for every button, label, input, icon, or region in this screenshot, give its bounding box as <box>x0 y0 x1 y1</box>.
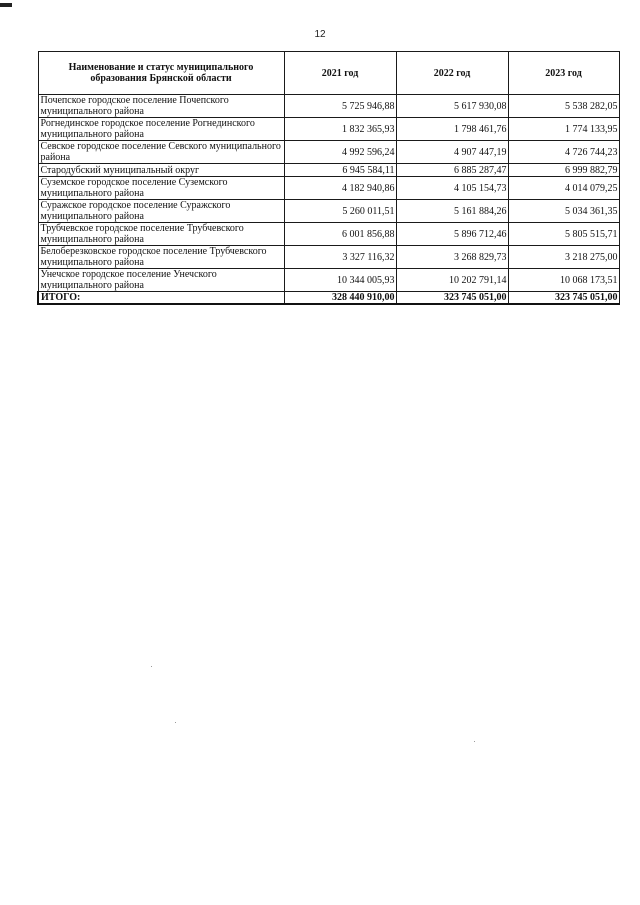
cell-municipality-name: Стародубский муниципальный округ <box>38 164 284 177</box>
cell-2022-value: 4 907 447,19 <box>396 141 508 164</box>
cell-2023-value: 5 805 515,71 <box>508 223 619 246</box>
cell-2022-value: 5 161 884,26 <box>396 200 508 223</box>
cell-2021-value: 10 344 005,93 <box>284 269 396 292</box>
total-label: ИТОГО: <box>38 292 284 305</box>
cell-2021-value: 3 327 116,32 <box>284 246 396 269</box>
total-2021-value: 328 440 910,00 <box>284 292 396 305</box>
cell-2022-value: 6 885 287,47 <box>396 164 508 177</box>
cell-2022-value: 1 798 461,76 <box>396 118 508 141</box>
cell-2022-value: 3 268 829,73 <box>396 246 508 269</box>
cell-municipality-name: Севское городское поселение Севского муниципального района <box>38 141 284 164</box>
table-row <box>38 200 619 223</box>
cell-2021-value: 4 992 596,24 <box>284 141 396 164</box>
header-municipality-name: Наименование и статус муниципального образования Брянской области <box>38 52 284 95</box>
scan-artifact-mark <box>0 3 12 7</box>
cell-2023-value: 4 726 744,23 <box>508 141 619 164</box>
cell-2023-value: 6 999 882,79 <box>508 164 619 177</box>
cell-municipality-name: Почепское городское поселение Почепского муниципального района <box>38 95 284 118</box>
cell-municipality-name: Унечское городское поселение Унечского муниципального района <box>38 269 284 292</box>
header-year-2022: 2022 год <box>396 52 508 95</box>
cell-2023-value: 5 538 282,05 <box>508 95 619 118</box>
table-row <box>38 177 619 200</box>
cell-2023-value: 10 068 173,51 <box>508 269 619 292</box>
table-row <box>38 118 619 141</box>
cell-2023-value: 3 218 275,00 <box>508 246 619 269</box>
cell-2021-value: 5 725 946,88 <box>284 95 396 118</box>
header-year-2021: 2021 год <box>284 52 396 95</box>
scan-speck <box>175 722 176 723</box>
cell-2022-value: 10 202 791,14 <box>396 269 508 292</box>
cell-2023-value: 1 774 133,95 <box>508 118 619 141</box>
cell-municipality-name: Трубчевское городское поселение Трубчевского муниципального района <box>38 223 284 246</box>
scan-speck <box>151 666 152 667</box>
cell-2021-value: 4 182 940,86 <box>284 177 396 200</box>
cell-2023-value: 5 034 361,35 <box>508 200 619 223</box>
cell-2021-value: 6 945 584,11 <box>284 164 396 177</box>
table-row <box>38 269 619 292</box>
table-row <box>38 164 619 177</box>
table-header-row <box>38 52 619 95</box>
cell-2021-value: 6 001 856,88 <box>284 223 396 246</box>
cell-municipality-name: Рогнединское городское поселение Рогнединского муниципального района <box>38 118 284 141</box>
cell-municipality-name: Суземское городское поселение Суземского муниципального района <box>38 177 284 200</box>
table-total-row <box>38 292 619 305</box>
table-row <box>38 141 619 164</box>
header-year-2023: 2023 год <box>508 52 619 95</box>
page-number: 12 <box>314 29 326 40</box>
cell-2022-value: 5 896 712,46 <box>396 223 508 246</box>
scan-speck <box>474 741 475 742</box>
total-2023-value: 323 745 051,00 <box>508 292 619 305</box>
cell-municipality-name: Суражское городское поселение Суражского муниципального района <box>38 200 284 223</box>
cell-2023-value: 4 014 079,25 <box>508 177 619 200</box>
cell-2021-value: 1 832 365,93 <box>284 118 396 141</box>
table-row <box>38 246 619 269</box>
cell-2022-value: 4 105 154,73 <box>396 177 508 200</box>
budget-table <box>37 51 620 305</box>
table-row <box>38 95 619 118</box>
cell-2022-value: 5 617 930,08 <box>396 95 508 118</box>
table-row <box>38 223 619 246</box>
cell-2021-value: 5 260 011,51 <box>284 200 396 223</box>
total-2022-value: 323 745 051,00 <box>396 292 508 305</box>
cell-municipality-name: Белоберезковское городское поселение Трубчевского муниципального района <box>38 246 284 269</box>
